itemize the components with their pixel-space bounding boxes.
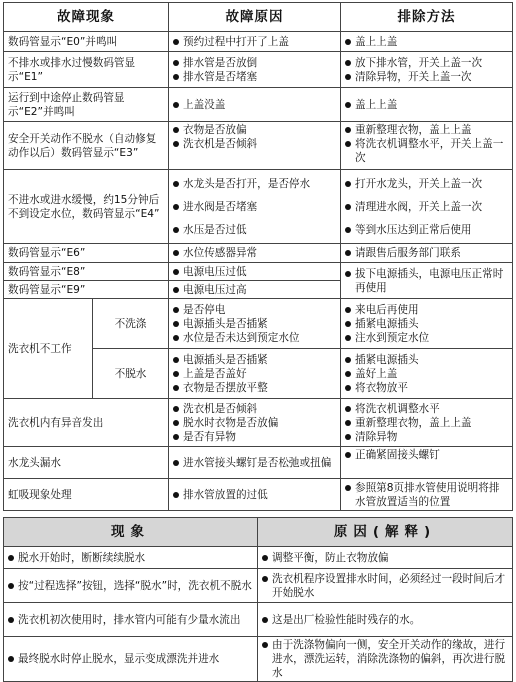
fix-text: 将洗衣机调整水平，开关上盖一次 bbox=[355, 138, 504, 164]
bullet-icon bbox=[173, 321, 179, 327]
cause-cell bbox=[169, 170, 341, 244]
fix-text: 请跟售后服务部门联系 bbox=[355, 247, 461, 259]
bullet-icon bbox=[345, 434, 351, 440]
cause-text: 进水阀是否堵塞 bbox=[183, 200, 258, 213]
cause-cell bbox=[169, 88, 341, 122]
bullet-icon bbox=[345, 141, 351, 147]
symptom-cell: 数码管显示“E0”并鸣叫 bbox=[4, 32, 169, 52]
fix-cell bbox=[341, 479, 513, 511]
symptom-cell: 安全开关动作不脱水（自动修复动作以后）数码管显示“E3” bbox=[4, 122, 169, 170]
fix-cell bbox=[341, 349, 513, 399]
bullet-icon bbox=[345, 181, 351, 187]
fix-text: 清除异物 bbox=[355, 430, 398, 443]
fix-cell bbox=[341, 88, 513, 122]
symptom-cell: 运行到中途停止数码管显示“E2”并鸣叫 bbox=[4, 88, 169, 122]
bullet-icon bbox=[8, 555, 14, 561]
bullet-icon bbox=[345, 321, 351, 327]
cause-text: 上盖是否盖好 bbox=[183, 367, 247, 380]
bullet-icon bbox=[173, 74, 179, 80]
phenomenon-text: 洗衣机初次使用时，排水管内可能有少量水流出 bbox=[18, 613, 241, 626]
bullet-icon bbox=[345, 102, 351, 108]
table-row bbox=[4, 447, 513, 479]
header-symptom: 故障现象 bbox=[4, 3, 169, 32]
bullet-icon bbox=[173, 269, 179, 275]
bullet-icon bbox=[345, 420, 351, 426]
fix-text: 拔下电源插头，电源电压正常时再使用 bbox=[355, 267, 504, 294]
bullet-icon bbox=[8, 656, 14, 662]
cause-cell bbox=[169, 447, 341, 479]
fix-text: 正确紧固接头螺钉 bbox=[355, 449, 440, 461]
bullet-icon bbox=[173, 371, 179, 377]
bullet-icon bbox=[173, 204, 179, 210]
bullet-icon bbox=[173, 227, 179, 233]
header-reason: 原因(解释) bbox=[258, 518, 513, 547]
bullet-icon bbox=[345, 406, 351, 412]
fix-text: 清除异物，开关上盖一次 bbox=[355, 70, 472, 83]
phenomenon-cell bbox=[4, 603, 258, 637]
fix-text: 来电后再使用 bbox=[355, 303, 419, 316]
table-row bbox=[4, 122, 513, 170]
table-row bbox=[4, 569, 513, 603]
cause-text: 衣物是否摆放平整 bbox=[183, 381, 268, 394]
fix-cell bbox=[341, 447, 513, 479]
bullet-icon bbox=[173, 420, 179, 426]
phenomenon-table-header bbox=[4, 518, 513, 547]
symptom-cell: 数码管显示“E8” bbox=[4, 263, 169, 281]
bullet-icon bbox=[345, 485, 351, 491]
fault-table bbox=[3, 2, 513, 511]
fix-text: 将洗衣机调整水平 bbox=[355, 402, 440, 415]
fix-text: 放下排水管，开关上盖一次 bbox=[355, 56, 483, 69]
fix-cell bbox=[341, 244, 513, 263]
bullet-icon bbox=[173, 335, 179, 341]
reason-cell bbox=[258, 603, 513, 637]
reason-text: 这是出厂检验性能时残存的水。 bbox=[272, 613, 421, 626]
cause-cell bbox=[169, 479, 341, 511]
cause-text: 洗衣机是否倾斜 bbox=[183, 402, 258, 415]
bullet-icon bbox=[345, 357, 351, 363]
bullet-icon bbox=[8, 617, 14, 623]
cause-cell bbox=[169, 299, 341, 349]
bullet-icon bbox=[262, 617, 268, 623]
fix-cell bbox=[341, 122, 513, 170]
bullet-icon bbox=[345, 127, 351, 133]
bullet-icon bbox=[262, 642, 268, 648]
bullet-icon bbox=[345, 307, 351, 313]
symptom-cell: 数码管显示“E9” bbox=[4, 281, 169, 299]
fix-text: 将衣物放平 bbox=[355, 381, 408, 394]
bullet-icon bbox=[173, 434, 179, 440]
cause-cell bbox=[169, 281, 341, 299]
bullet-icon bbox=[173, 385, 179, 391]
fix-cell bbox=[341, 263, 513, 299]
cause-text: 水位是否未达到预定水位 bbox=[183, 331, 300, 344]
cause-cell bbox=[169, 263, 341, 281]
fix-cell bbox=[341, 170, 513, 244]
table-row bbox=[4, 603, 513, 637]
fix-cell bbox=[341, 299, 513, 349]
cause-cell bbox=[169, 349, 341, 399]
bullet-icon bbox=[173, 141, 179, 147]
cause-text: 是否停电 bbox=[183, 303, 226, 316]
cause-text: 水压是否过低 bbox=[183, 223, 247, 236]
phenomenon-text: 脱水开始时，断断续续脱水 bbox=[18, 551, 146, 564]
reason-text: 洗衣机程序设置排水时间，必须经过一段时间后才开始脱水 bbox=[272, 572, 506, 599]
cause-cell bbox=[169, 244, 341, 263]
cause-text: 上盖没盖 bbox=[183, 98, 226, 111]
cause-text: 排水管是否堵塞 bbox=[183, 70, 258, 83]
bullet-icon bbox=[173, 181, 179, 187]
fix-cell bbox=[341, 52, 513, 88]
phenomenon-text: 最终脱水时停止脱水，显示变成漂洗并进水 bbox=[18, 653, 220, 665]
bullet-icon bbox=[173, 39, 179, 45]
fix-cell bbox=[341, 32, 513, 52]
fix-text: 注水到预定水位 bbox=[355, 331, 430, 344]
cause-text: 电源插头是否插紧 bbox=[183, 317, 268, 330]
cause-text: 排水管是否放倒 bbox=[183, 56, 258, 69]
reason-text: 由于洗涤物偏向一侧，安全开关动作的缘故，进行进水，漂洗运转，消除洗涤物的偏斜，再次进行脱水 bbox=[272, 639, 506, 679]
table-row bbox=[4, 170, 513, 244]
cause-cell bbox=[169, 32, 341, 52]
cause-text: 水龙头是否打开，是否停水 bbox=[183, 177, 311, 190]
fix-text: 盖好上盖 bbox=[355, 367, 398, 380]
cause-text: 是否有异物 bbox=[183, 430, 236, 443]
table-row bbox=[4, 244, 513, 263]
table-row bbox=[4, 263, 513, 281]
cause-text: 电源电压过高 bbox=[183, 283, 247, 296]
cause-text: 排水管放置的过低 bbox=[183, 488, 268, 501]
bullet-icon bbox=[173, 102, 179, 108]
bullet-icon bbox=[345, 74, 351, 80]
cause-text: 洗衣机是否倾斜 bbox=[183, 138, 258, 150]
table-row bbox=[4, 32, 513, 52]
phenomenon-cell bbox=[4, 637, 258, 682]
reason-cell bbox=[258, 569, 513, 603]
bullet-icon bbox=[173, 60, 179, 66]
bullet-icon bbox=[173, 127, 179, 133]
symptom-cell: 洗衣机内有异音发出 bbox=[4, 399, 169, 447]
bullet-icon bbox=[173, 307, 179, 313]
bullet-icon bbox=[173, 492, 179, 498]
reason-text: 调整平衡，防止衣物放偏 bbox=[272, 551, 389, 564]
fault-table-header bbox=[4, 3, 513, 32]
fix-text: 重新整理衣物，盖上上盖 bbox=[355, 416, 472, 429]
sub-symptom-cell: 不脱水 bbox=[93, 349, 169, 399]
reason-cell bbox=[258, 637, 513, 682]
cause-text: 预约过程中打开了上盖 bbox=[183, 35, 289, 48]
symptom-cell: 虹吸现象处理 bbox=[4, 479, 169, 511]
table-row bbox=[4, 299, 513, 349]
bullet-icon bbox=[345, 385, 351, 391]
cause-cell bbox=[169, 399, 341, 447]
fix-text: 参照第8页排水管使用说明将排水管放置适当的位置 bbox=[355, 481, 500, 508]
bullet-icon bbox=[8, 583, 14, 589]
phenomenon-table bbox=[3, 517, 513, 682]
header-cause: 故障原因 bbox=[169, 3, 341, 32]
cause-text: 衣物是否放偏 bbox=[183, 124, 247, 136]
fix-cell bbox=[341, 399, 513, 447]
group-cell: 洗衣机不工作 bbox=[4, 299, 93, 399]
fix-text: 插紧电源插头 bbox=[355, 353, 419, 366]
bullet-icon bbox=[173, 250, 179, 256]
table-row bbox=[4, 399, 513, 447]
header-fix: 排除方法 bbox=[341, 3, 513, 32]
sub-symptom-cell: 不洗涤 bbox=[93, 299, 169, 349]
reason-cell bbox=[258, 547, 513, 569]
cause-cell bbox=[169, 122, 341, 170]
symptom-cell: 不排水或排水过慢数码管显示“E1” bbox=[4, 52, 169, 88]
phenomenon-text: 按“过程选择”按钮，选择“脱水”时，洗衣机不脱水 bbox=[18, 579, 252, 592]
fix-text: 清理进水阀，开关上盖一次 bbox=[355, 200, 483, 213]
table-row bbox=[4, 479, 513, 511]
bullet-icon bbox=[345, 39, 351, 45]
fix-text: 重新整理衣物，盖上上盖 bbox=[355, 124, 472, 136]
table-row bbox=[4, 88, 513, 122]
bullet-icon bbox=[345, 371, 351, 377]
table-row bbox=[4, 547, 513, 569]
phenomenon-cell bbox=[4, 569, 258, 603]
fix-text: 盖上上盖 bbox=[355, 35, 398, 48]
symptom-cell: 数码管显示“E6” bbox=[4, 244, 169, 263]
bullet-icon bbox=[173, 287, 179, 293]
fix-text: 打开水龙头，开关上盖一次 bbox=[355, 177, 483, 190]
header-phenomenon: 现象 bbox=[4, 518, 258, 547]
cause-text: 进水管接头螺钉是否松弛或扭偏 bbox=[183, 456, 332, 469]
table-row bbox=[4, 52, 513, 88]
symptom-cell: 不进水或进水缓慢，约15分钟后不到设定水位，数码管显示“E4” bbox=[4, 170, 169, 244]
bullet-icon bbox=[173, 406, 179, 412]
cause-text: 电源插头是否插紧 bbox=[183, 353, 268, 366]
bullet-icon bbox=[345, 227, 351, 233]
bullet-icon bbox=[345, 335, 351, 341]
bullet-icon bbox=[345, 250, 351, 256]
symptom-cell: 水龙头漏水 bbox=[4, 447, 169, 479]
bullet-icon bbox=[345, 271, 351, 277]
bullet-icon bbox=[173, 357, 179, 363]
bullet-icon bbox=[173, 460, 179, 466]
cause-text: 水位传感器异常 bbox=[183, 247, 258, 259]
cause-text: 脱水时衣物是否放偏 bbox=[183, 416, 279, 429]
fix-text: 盖上上盖 bbox=[355, 98, 398, 111]
cause-text: 电源电压过低 bbox=[183, 265, 247, 278]
fix-text: 等到水压达到正常后使用 bbox=[355, 223, 472, 236]
bullet-icon bbox=[345, 204, 351, 210]
table-row bbox=[4, 637, 513, 682]
bullet-icon bbox=[345, 452, 351, 458]
phenomenon-cell bbox=[4, 547, 258, 569]
bullet-icon bbox=[262, 555, 268, 561]
bullet-icon bbox=[345, 60, 351, 66]
cause-cell bbox=[169, 52, 341, 88]
fix-text: 插紧电源插头 bbox=[355, 317, 419, 330]
bullet-icon bbox=[262, 576, 268, 582]
